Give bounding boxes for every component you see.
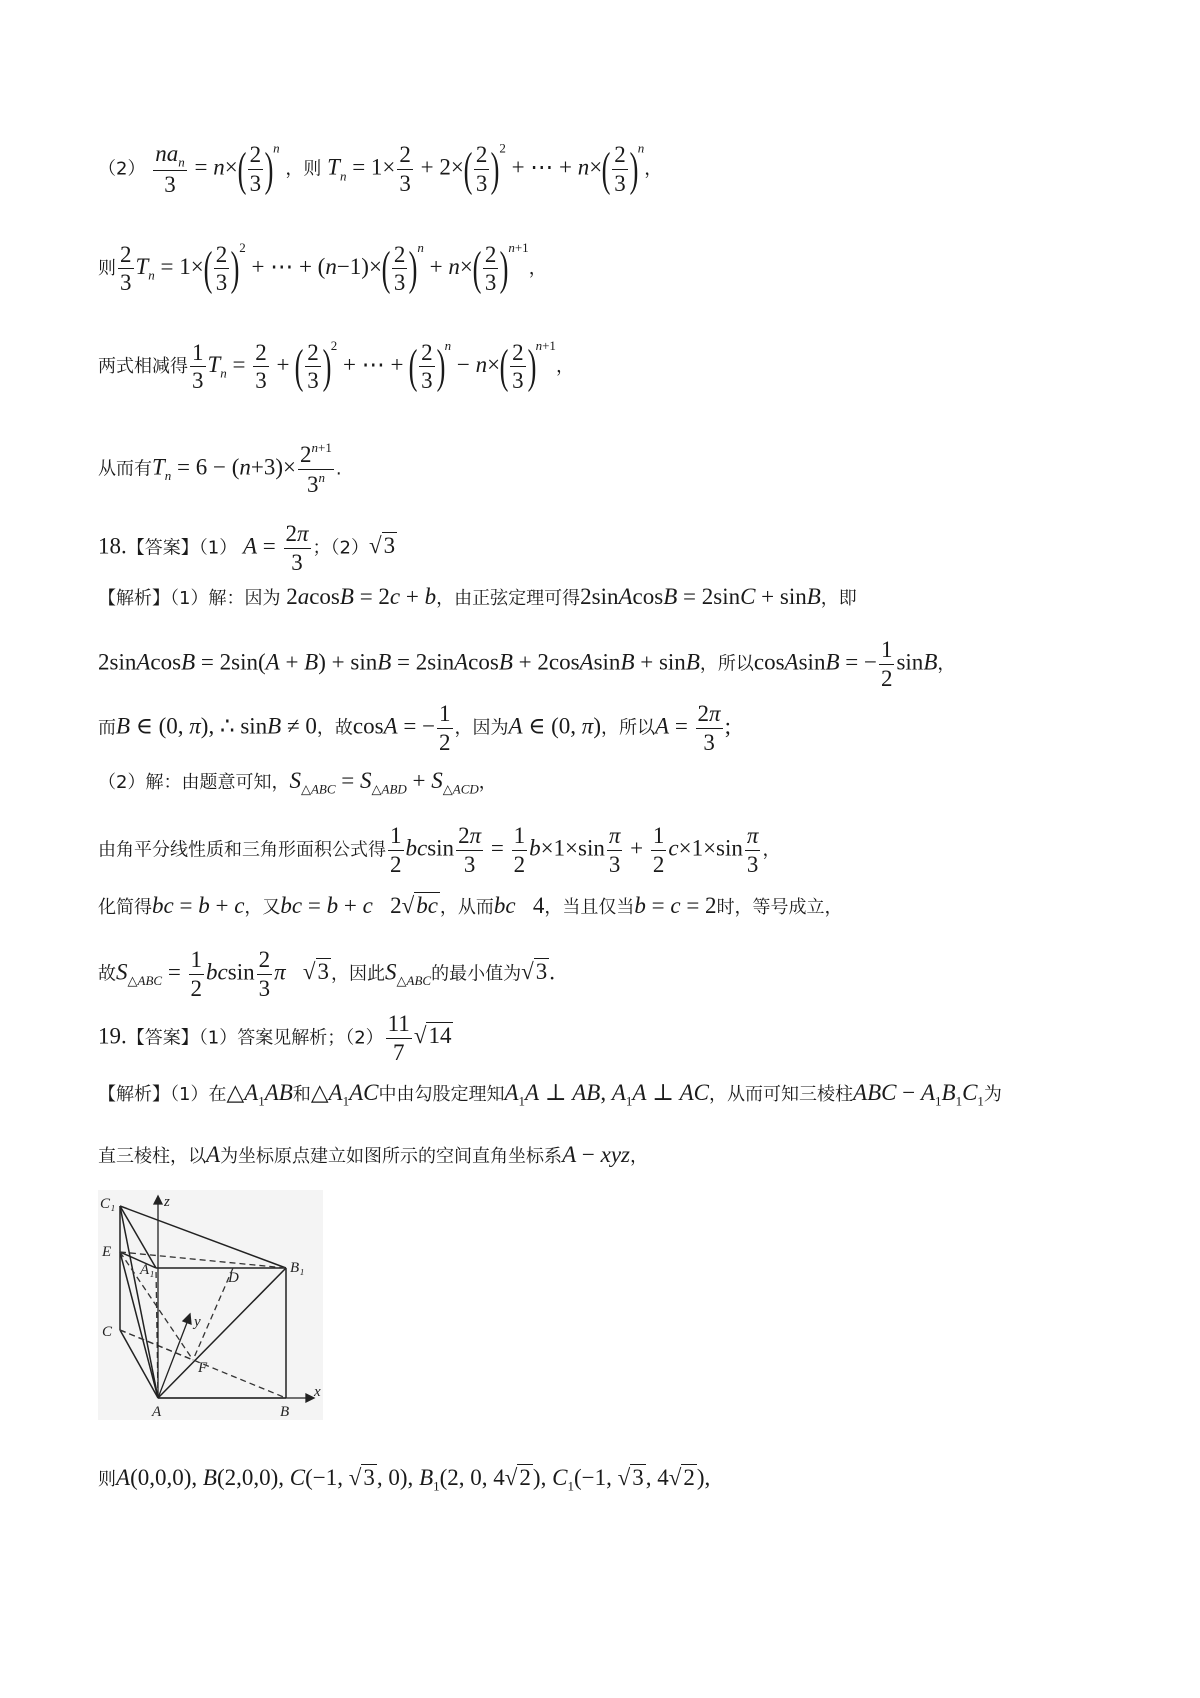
q18-analysis-3: 而B ∈ (0, π), ∴ sinB ≠ 0，故cosA = − $\frac{1}{2}$ ，因为A ∈ (0, π)，所以A = $\frac{2\pi}{3}$ ;	[98, 701, 731, 755]
label-c: C	[102, 1324, 113, 1340]
label-b: B	[280, 1404, 290, 1420]
label-a1: A₁	[140, 1262, 155, 1278]
q19-answer: 19.【答案】（1）答案见解析；（2） $\frac{11}{7}$ √14	[98, 1011, 452, 1065]
label-b1: B₁	[290, 1260, 305, 1276]
label-a: A	[152, 1404, 162, 1420]
label-c1: C₁	[100, 1196, 116, 1212]
q19-analysis-1: 【解析】（1）在$\triangle A_1AB$和$\triangle A_1AC$中由勾股定理知$A_1A$ ⊥ AB, $A_1A$ ⊥ AC，从而可知三棱柱ABC − $A_1B_1C_1$为	[98, 1080, 1002, 1109]
eq-subtraction: 两式相减得 $\frac{1}{3}$ $T_n$ = $\frac{2}{3}$ + ( $\frac{2}{3}$ )$^2$ + ⋯ + ( $\frac{2}{3}$ )$^n$ − n×( $\frac{2}{3}$ )$^{n+1}$，	[98, 338, 574, 394]
q18-part2-3: 化简得bc = b + c，又bc = b + c 2√bc ，从而bc 4，当且仅当b = c = 2时，等号成立，	[98, 893, 843, 918]
q18-analysis-1: 【解析】（1）解：因为 2acosB = 2c + b，由正弦定理可得2sinAcosB = 2sinC + sinB，即	[98, 584, 857, 609]
q18-analysis-2: 2sinAcosB = 2sin(A + B) + sinB = 2sinAcosB + 2cosAsinB + sinB，所以cosAsinB = − $\frac{1}{2}$ sinB，	[98, 637, 956, 691]
label-d: D	[228, 1270, 239, 1286]
label-f: F	[198, 1360, 208, 1376]
label-y: y	[194, 1314, 201, 1330]
q18-part2-4: 故$S_{\triangle ABC}$ = $\frac{1}{2}$ bcsin $\frac{2}{3}$ π √3 ，因此$S_{\triangle ABC}$的最小值为√3.	[98, 947, 555, 1001]
label-z: z	[164, 1194, 170, 1210]
eq-tn-definition: （2） $\frac{na_n}{3}$ = n×( $\frac{2}{3}$ )$^n$ ，则 $T_n = 1\times$ $\frac{2}{3}$ + 2×( $\frac{2}{3}$ )$^2$ + ⋯ + n×( $\frac{2}{3}$ )$^n$，	[98, 140, 663, 198]
label-e: E	[102, 1244, 112, 1260]
eq-two-thirds-tn: 则 $\frac{2}{3}$ $T_n = 1\times$( $\frac{2}{3}$ )$^2$ + ⋯ + (n−1)×( $\frac{2}{3}$ )$^n$ + n×( $\frac{2}{3}$ )$^{n+1}$，	[98, 240, 547, 296]
q18-answer: 18.【答案】（1） A = $\frac{2\pi}{3}$ ；（2）√3	[98, 521, 396, 575]
q18-part2-2: 由角平分线性质和三角形面积公式得 $\frac{1}{2}$ bcsin $\frac{2\pi}{3}$ = $\frac{1}{2}$ b×1×sin $\frac{\pi}{3}$ + $\frac{1}{2}$ c×1×sin $\frac{\pi}{3}$ ，	[98, 823, 781, 877]
eq-tn-result: 从而有$T_n = 6 - (n+3)\times$ $\frac{2^{n+1}}{3^n}$ .	[98, 440, 342, 497]
diagram-background	[98, 1190, 323, 1420]
q19-analysis-2: 直三棱柱，以A为坐标原点建立如图所示的空间直角坐标系A − xyz，	[98, 1142, 648, 1167]
prism-coordinate-diagram	[98, 1190, 323, 1420]
q19-coordinates: 则A(0,0,0), B(2,0,0), C(−1, √3, 0), $B_1(2$, 0, 4√2), $C_1(-1$, √3, 4√2),	[98, 1465, 711, 1494]
q18-part2-1: （2）解：由题意可知，$S_{\triangle ABC} = S_{\triangle ABD} + S_{\triangle ACD}$，	[98, 768, 497, 797]
label-x: x	[314, 1384, 321, 1400]
